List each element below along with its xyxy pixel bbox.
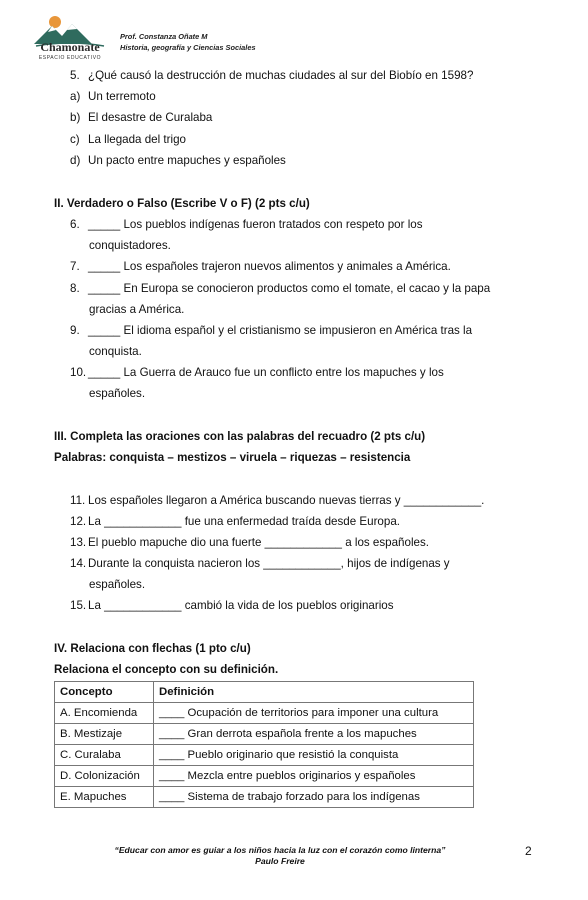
concept-cell: C. Curalaba: [55, 745, 154, 766]
definition-cell: ____ Pueblo originario que resistió la conquista: [154, 745, 474, 766]
concept-cell: D. Colonización: [55, 766, 154, 787]
item-10: 10. _____ La Guerra de Arauco fue un conflicto entre los mapuches y los: [70, 366, 444, 379]
item-13: 13. El pueblo mapuche dio una fuerte ____________ a los españoles.: [70, 536, 429, 549]
teacher-name: Prof. Constanza Oñate M: [120, 32, 208, 41]
header-concept: Concepto: [55, 682, 154, 703]
option-d: d) Un pacto entre mapuches y españoles: [70, 154, 286, 167]
concept-cell: B. Mestizaje: [55, 724, 154, 745]
item-6: 6. _____ Los pueblos indígenas fueron tratados con respeto por los: [70, 218, 423, 231]
option-a: a) Un terremoto: [70, 90, 156, 103]
definition-cell: ____ Mezcla entre pueblos originarios y españoles: [154, 766, 474, 787]
item-14-continuation: españoles.: [89, 578, 146, 591]
page-number: 2: [525, 844, 532, 858]
table-row: [55, 724, 474, 745]
item-6-continuation: conquistadores.: [89, 239, 171, 252]
section-4-subtitle: Relaciona el concepto con su definición.: [54, 663, 279, 676]
concept-cell: A. Encomienda: [55, 703, 154, 724]
table-row: [55, 787, 474, 808]
item-11: 11. Los españoles llegaron a América buscando nuevas tierras y ____________.: [70, 494, 485, 507]
logo-subtitle: ESPACIO EDUCATIVO: [38, 55, 102, 61]
table-row: [55, 745, 474, 766]
item-12: 12. La ____________ fue una enfermedad traída desde Europa.: [70, 515, 400, 528]
table-header-row: [55, 682, 474, 703]
section-3-title: III. Completa las oraciones con las palabras del recuadro (2 pts c/u): [54, 430, 426, 443]
item-9: 9. _____ El idioma español y el cristianismo se impusieron en América tras la: [70, 324, 473, 337]
item-10-continuation: españoles.: [89, 387, 146, 400]
definition-cell: ____ Ocupación de territorios para imponer una cultura: [154, 703, 474, 724]
header-definition: Definición: [154, 682, 474, 703]
item-8-continuation: gracias a América.: [89, 303, 185, 316]
question-5: [70, 69, 473, 82]
item-7: 7. _____ Los españoles trajeron nuevos alimentos y animales a América.: [70, 260, 451, 273]
word-bank: Palabras: conquista – mestizos – viruela – riquezas – resistencia: [54, 451, 411, 464]
item-9-continuation: conquista.: [89, 345, 142, 358]
footer-author: Paulo Freire: [255, 856, 305, 866]
definition-cell: ____ Gran derrota española frente a los mapuches: [154, 724, 474, 745]
logo-name: Chamonate: [40, 40, 100, 54]
table-row: [55, 766, 474, 787]
definition-cell: ____ Sistema de trabajo forzado para los indígenas: [154, 787, 474, 808]
item-15: 15. La ____________ cambió la vida de los pueblos originarios: [70, 599, 394, 612]
section-2-title: II. Verdadero o Falso (Escribe V o F) (2 pts c/u): [54, 197, 310, 210]
section-4-title: IV. Relaciona con flechas (1 pto c/u): [54, 642, 251, 655]
question-text: ¿Qué causó la destrucción de muchas ciudades al sur del Biobío en 1598?: [88, 69, 474, 82]
concept-cell: E. Mapuches: [55, 787, 154, 808]
item-8: 8. _____ En Europa se conocieron productos como el tomate, el cacao y la papa: [70, 282, 491, 295]
footer-quote: “Educar con amor es guiar a los niños hacia la luz con el corazón como linterna”: [114, 845, 446, 855]
item-14: 14. Durante la conquista nacieron los ____________, hijos de indígenas y: [70, 557, 450, 570]
subject-name: Historia, geografía y Ciencias Sociales: [120, 43, 256, 52]
matching-table: [54, 681, 474, 808]
option-c: c) La llegada del trigo: [70, 133, 186, 146]
option-b: b) El desastre de Curalaba: [70, 111, 213, 124]
question-number: 5.: [70, 69, 80, 82]
table-row: [55, 703, 474, 724]
